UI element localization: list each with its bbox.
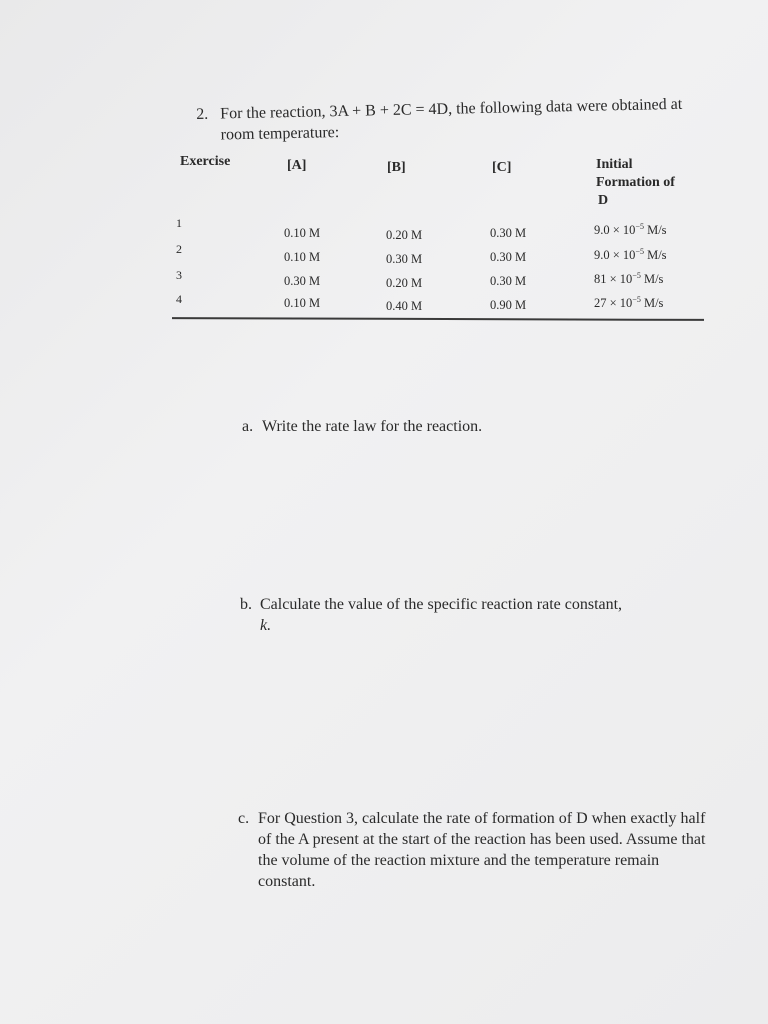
rate-exponent: −5 [635,247,644,256]
cell-c: 0.90 M [490,298,527,312]
cell-c: 0.30 M [490,226,527,240]
problem-text: For the reaction, 3A + B + 2C = 4D, the following data were obtained at room temperature: [220,95,683,144]
rate-exponent: −5 [632,295,641,304]
question-b-text: Calculate the value of the specific reaction rate constant, [260,596,623,613]
rate-coefficient: 9.0 × 10 [594,223,636,237]
question-c-label: c. [238,810,250,827]
header-exercise: Exercise [180,154,231,169]
problem-statement [196,93,717,146]
cell-a: 0.10 M [284,296,321,310]
rate-unit: M/s [643,223,667,237]
data-table [172,150,704,322]
cell-c: 0.30 M [490,274,527,288]
row-exercise-number: 1 [176,216,182,230]
header-c: [C] [492,160,512,175]
cell-b: 0.30 M [386,252,423,266]
header-d-line2: Formation of [596,175,675,190]
cell-rate [594,247,667,263]
header-a: [A] [287,158,307,173]
header-b: [B] [387,160,406,175]
cell-a: 0.10 M [284,226,321,240]
question-b-body [260,594,710,636]
rate-coefficient: 81 × 10 [594,272,633,286]
row-exercise-number: 4 [176,292,182,306]
cell-b: 0.40 M [386,299,423,313]
header-initial-formation [596,156,706,210]
question-a-label: a. [242,418,254,435]
rate-unit: M/s [640,296,664,310]
rate-unit: M/s [640,272,664,286]
rate-exponent: −5 [635,222,644,231]
cell-a: 0.30 M [284,274,321,288]
rate-coefficient: 9.0 × 10 [594,248,636,262]
question-a [242,416,702,437]
header-d-line1: Initial [596,157,633,172]
row-exercise-number: 3 [176,268,182,282]
question-b [240,594,710,636]
rate-unit: M/s [643,248,667,262]
rate-coefficient: 27 × 10 [594,296,633,310]
cell-b: 0.20 M [386,276,423,290]
cell-c: 0.30 M [490,250,527,264]
question-c-text: For Question 3, calculate the rate of formation of D when exactly half of the A present at the start of the reaction has been used. Assume that the volume of the reaction mixture and the temperature remain constant. [258,810,706,890]
cell-rate [594,295,663,311]
question-b-label: b. [240,596,252,613]
cell-rate [594,271,663,287]
rate-exponent: −5 [632,271,641,280]
table-bottom-rule [172,317,704,321]
question-c [238,808,718,892]
cell-a: 0.10 M [284,250,321,264]
question-b-k: k. [260,617,272,634]
question-a-text: Write the rate law for the reaction. [262,418,483,435]
cell-b: 0.20 M [386,228,423,242]
cell-rate [594,222,667,238]
header-d-line3: D [598,193,609,208]
problem-number: 2. [196,105,209,123]
row-exercise-number: 2 [176,242,182,256]
